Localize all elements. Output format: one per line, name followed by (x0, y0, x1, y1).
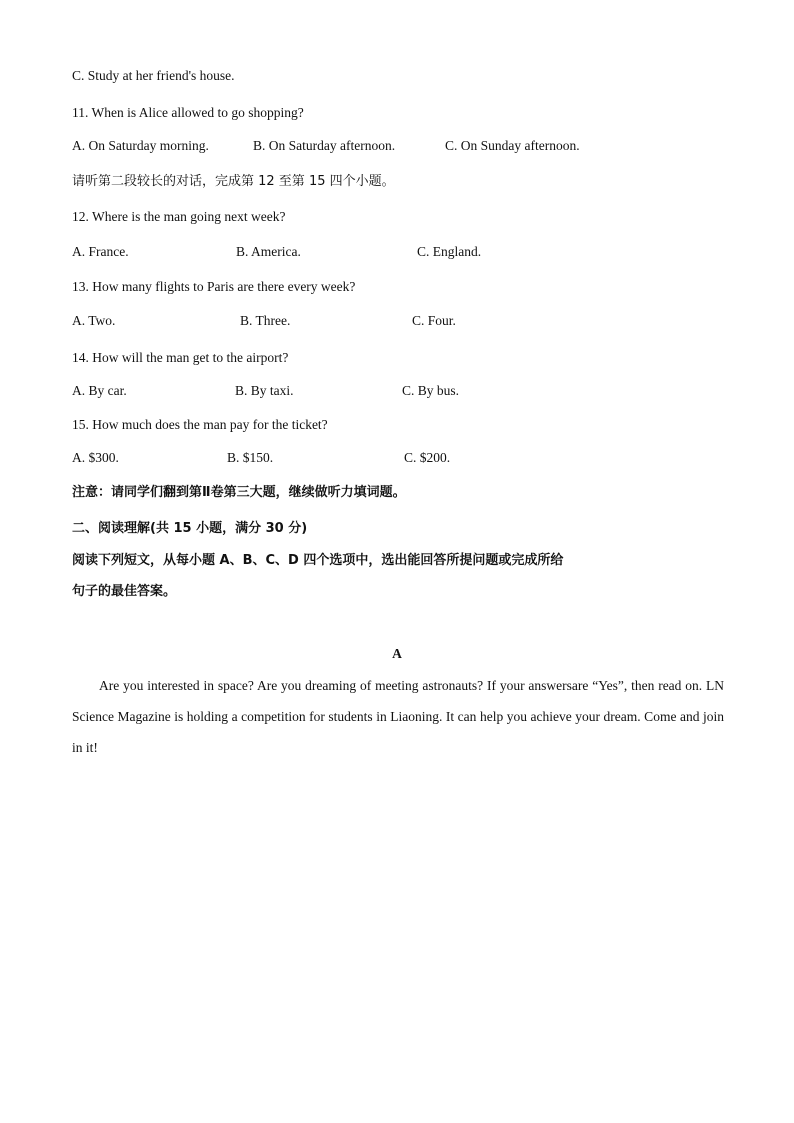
question-13: 13. How many flights to Paris are there every week? (72, 279, 356, 294)
passage-label: A (392, 646, 402, 661)
passage-a-text: Are you interested in space? Are you dreaming of meeting astronauts? If your answersare “Yes”, then read on. LN Science Magazine is holding a competition for students in Liaoning. It can help you achieve your dream. Come and join in it! (72, 678, 724, 755)
q11-option-c: C. On Sunday afternoon. (445, 138, 580, 153)
question-12: 12. Where is the man going next week? (72, 209, 286, 224)
question-15: 15. How much does the man pay for the ticket? (72, 417, 328, 432)
q13-option-a: A. Two. (72, 313, 116, 328)
q12-option-c: C. England. (417, 244, 482, 259)
section-2-instruction-line-2: 句子的最佳答案。 (72, 584, 177, 599)
q14-option-a: A. By car. (72, 383, 127, 398)
q15-option-a: A. $300. (72, 450, 119, 465)
q13-option-b: B. Three. (240, 313, 291, 328)
q14-option-b: B. By taxi. (235, 383, 294, 398)
note-turn-page: 注意：请同学们翻到第Ⅱ卷第三大题，继续做听力填词题。 (72, 485, 406, 500)
q13-option-c: C. Four. (412, 313, 456, 328)
listening-instruction-2: 请听第二段较长的对话，完成第 12 至第 15 四个小题。 (72, 174, 395, 189)
q12-option-a: A. France. (72, 244, 129, 259)
q11-option-b: B. On Saturday afternoon. (253, 138, 396, 153)
passage-a-paragraph (72, 670, 724, 763)
question-11: 11. When is Alice allowed to go shopping? (72, 105, 304, 120)
q15-option-b: B. $150. (227, 450, 274, 465)
q12-option-b: B. America. (236, 244, 301, 259)
question-14: 14. How will the man get to the airport? (72, 350, 289, 365)
q15-option-c: C. $200. (404, 450, 451, 465)
q14-option-c: C. By bus. (402, 383, 460, 398)
section-2-instruction-line-1: 阅读下列短文，从每小题 A、B、C、D 四个选项中，选出能回答所提问题或完成所给 (72, 553, 564, 568)
q10-option-c: C. Study at her friend's house. (72, 68, 235, 83)
q11-option-a: A. On Saturday morning. (72, 138, 209, 153)
section-2-title: 二、阅读理解(共 15 小题，满分 30 分) (72, 521, 308, 536)
